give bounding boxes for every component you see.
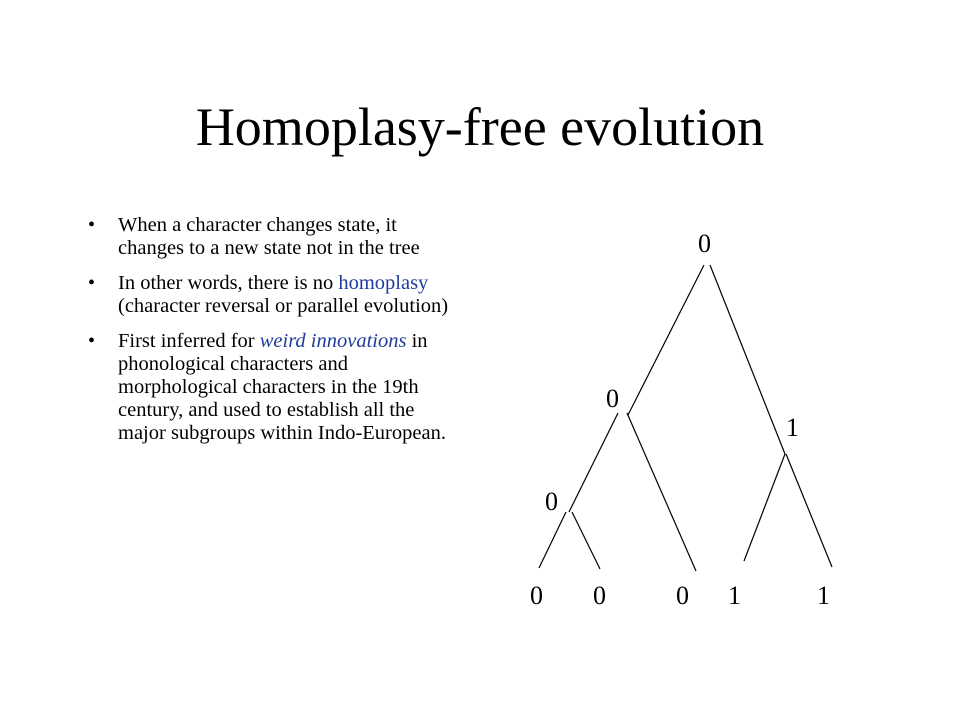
bullet-text: in phonological characters and morphological characters in the 19th century, and used to establish all the major subgroups within Indo-European. bbox=[118, 330, 446, 444]
tree-edge bbox=[710, 265, 785, 454]
highlight-term: weird innovations bbox=[259, 330, 407, 352]
bullet-dot-icon: • bbox=[88, 214, 96, 236]
internal-state-label: 0 bbox=[606, 384, 619, 413]
leaf-state-label: 0 bbox=[530, 581, 543, 610]
internal-state-label: 0 bbox=[545, 487, 558, 516]
internal-state-label: 1 bbox=[786, 413, 799, 442]
highlight-term: homoplasy bbox=[338, 272, 429, 294]
tree-edge bbox=[539, 512, 566, 568]
slide-title: Homoplasy-free evolution bbox=[195, 97, 765, 157]
tree-edge bbox=[572, 512, 600, 569]
bullet-text: (character reversal or parallel evolution) bbox=[118, 295, 449, 317]
leaf-state-label: 1 bbox=[817, 581, 830, 610]
tree-edge bbox=[786, 454, 832, 567]
tree-edge bbox=[744, 454, 785, 561]
leaf-state-label: 0 bbox=[593, 581, 606, 610]
root-state-label: 0 bbox=[698, 229, 711, 258]
bullet-dot-icon: • bbox=[88, 272, 96, 294]
tree-edge bbox=[569, 413, 618, 512]
leaf-state-label: 0 bbox=[676, 581, 689, 610]
bullet-text: First inferred for bbox=[118, 330, 260, 352]
bullet-dot-icon: • bbox=[88, 330, 96, 352]
tree-edge bbox=[628, 265, 704, 415]
bullet-text: In other words, there is no bbox=[118, 272, 339, 294]
tree-edge bbox=[627, 413, 696, 571]
bullet-text: When a character changes state, it changes to a new state not in the tree bbox=[118, 214, 420, 259]
leaf-state-label: 1 bbox=[728, 581, 741, 610]
